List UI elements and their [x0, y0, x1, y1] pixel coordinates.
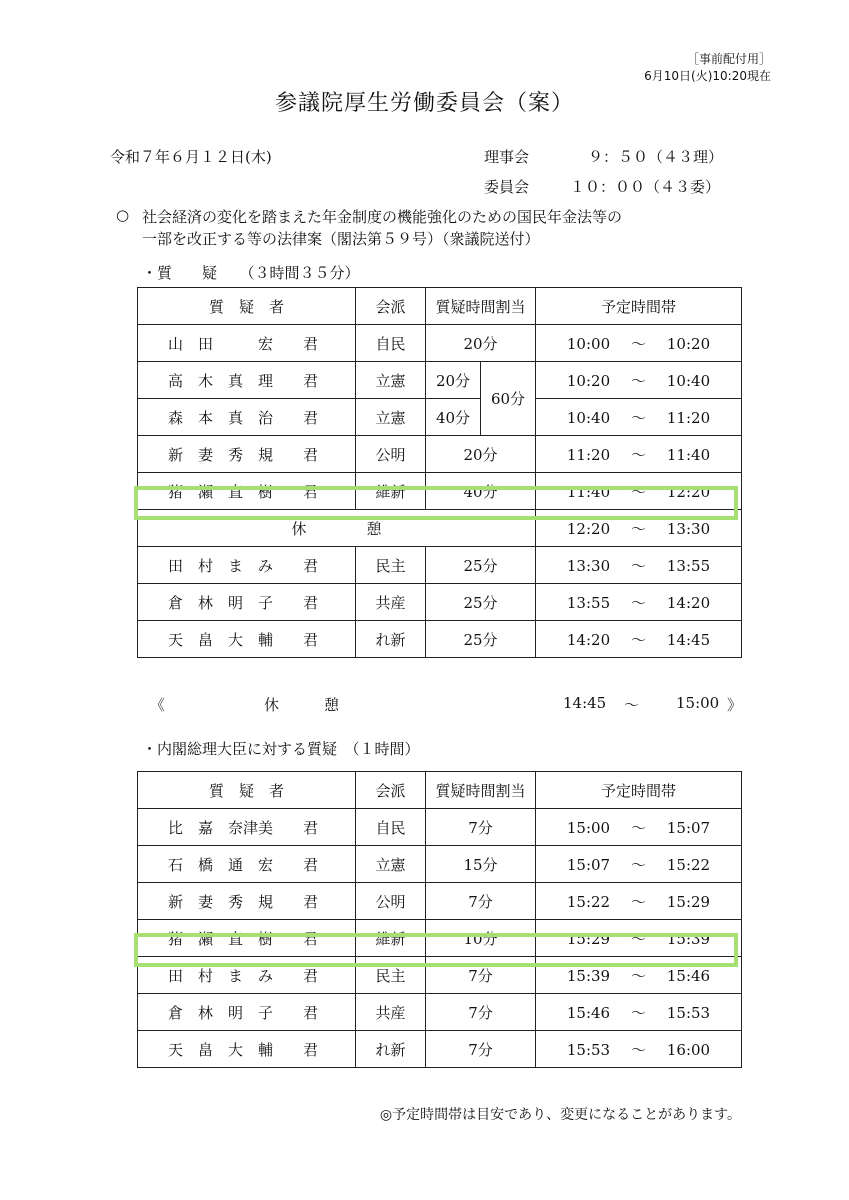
table-row — [138, 621, 742, 658]
range-separator: ～ — [630, 818, 646, 837]
questioning-schedule-table — [137, 287, 742, 658]
start-time: 15:46 — [566, 1003, 611, 1022]
allocation-cell: 20分 — [426, 362, 481, 399]
questioner-name: 田 村 ま み 君 — [138, 957, 356, 994]
table-row — [138, 1031, 742, 1068]
allocation-cell: 40分 — [426, 473, 536, 510]
committee-meeting-time: １０：００（４３委） — [570, 178, 721, 196]
table-row — [138, 957, 742, 994]
party-cell: れ新 — [356, 621, 426, 658]
end-time: 15:39 — [666, 929, 711, 948]
allocation-cell: 15分 — [426, 846, 536, 883]
column-header-time-slot: 予定時間帯 — [536, 288, 742, 325]
party-cell: 自民 — [356, 809, 426, 846]
time-slot-cell — [536, 362, 742, 399]
start-time: 15:29 — [566, 929, 611, 948]
column-header-questioner: 質 疑 者 — [138, 288, 356, 325]
column-header-allocation: 質疑時間割当 — [426, 772, 536, 809]
recess-open-bracket: 《 — [150, 696, 166, 714]
start-time: 13:55 — [566, 593, 611, 612]
time-slot-cell — [536, 436, 742, 473]
table-row — [138, 994, 742, 1031]
questioner-name: 天 畠 大 輔 君 — [138, 1031, 356, 1068]
range-separator: ～ — [630, 1003, 646, 1022]
start-time: 10:20 — [566, 371, 611, 390]
party-cell: 共産 — [356, 584, 426, 621]
end-time: 15:53 — [666, 1003, 711, 1022]
pm-questioning-heading: ・内閣総理大臣に対する質疑 （１時間） — [142, 740, 420, 758]
questioner-name: 天 畠 大 輔 君 — [138, 621, 356, 658]
questioner-name: 猪 瀬 直 樹 君 — [138, 920, 356, 957]
start-time: 12:20 — [566, 519, 611, 538]
range-separator: ～ — [631, 371, 647, 390]
party-cell: 自民 — [356, 325, 426, 362]
table-row — [138, 362, 742, 399]
end-time: 14:45 — [666, 630, 711, 649]
questioner-name: 山 田 宏 君 — [138, 325, 356, 362]
questioner-name: 高 木 真 理 君 — [138, 362, 356, 399]
questioner-name: 倉 林 明 子 君 — [138, 584, 356, 621]
end-time: 15:29 — [666, 892, 711, 911]
committee-meeting-label: 委員会 — [484, 178, 530, 196]
range-separator: ～ — [631, 519, 647, 538]
questioner-name: 新 妻 秀 規 君 — [138, 436, 356, 473]
end-time: 10:20 — [666, 334, 711, 353]
party-cell: 立憲 — [356, 846, 426, 883]
time-slot-cell — [536, 1031, 742, 1068]
start-time: 15:53 — [566, 1040, 611, 1059]
range-separator: ～ — [631, 630, 647, 649]
time-slot-cell — [536, 473, 742, 510]
combined-allocation-cell: 60分 — [481, 362, 536, 436]
end-time: 15:07 — [666, 818, 711, 837]
allocation-cell: 7分 — [426, 994, 536, 1031]
table-row — [138, 325, 742, 362]
end-time: 13:30 — [666, 519, 711, 538]
allocation-cell: 20分 — [426, 436, 536, 473]
table-row — [138, 846, 742, 883]
recess-start-time: 14:45 — [563, 694, 607, 712]
range-separator: ～ — [630, 1040, 646, 1059]
range-separator: ～ — [631, 408, 647, 427]
time-slot-cell — [536, 584, 742, 621]
end-time: 12:20 — [666, 482, 711, 501]
party-cell: 維新 — [356, 473, 426, 510]
table-header-row — [138, 288, 742, 325]
range-separator: ～ — [631, 556, 647, 575]
table-row-highlighted — [138, 473, 742, 510]
allocation-cell: 25分 — [426, 547, 536, 584]
end-time: 16:00 — [666, 1040, 711, 1059]
end-time: 10:40 — [666, 371, 711, 390]
recess-close-bracket: 》 — [727, 696, 743, 714]
table-row — [138, 547, 742, 584]
as-of-timestamp: 6月10日(火)10:20現在 — [644, 69, 771, 83]
party-cell: 民主 — [356, 547, 426, 584]
bill-title-line1: 社会経済の変化を踏まえた年金制度の機能強化のための国民年金法等の — [142, 208, 623, 226]
board-meeting-time: ９：５０（４３理） — [588, 148, 724, 166]
start-time: 15:22 — [566, 892, 611, 911]
end-time: 13:55 — [666, 556, 711, 575]
start-time: 13:30 — [566, 556, 611, 575]
range-separator: ～ — [630, 966, 646, 985]
distribution-tag: ［事前配付用］ — [686, 52, 771, 66]
table-row — [138, 883, 742, 920]
range-separator: ～ — [631, 593, 647, 612]
column-header-allocation: 質疑時間割当 — [426, 288, 536, 325]
time-slot-cell — [536, 809, 742, 846]
start-time: 10:00 — [566, 334, 611, 353]
allocation-cell: 10分 — [426, 920, 536, 957]
party-cell: 共産 — [356, 994, 426, 1031]
end-time: 15:46 — [666, 966, 711, 985]
party-cell: 立憲 — [356, 362, 426, 399]
party-cell: 公明 — [356, 883, 426, 920]
party-cell: 維新 — [356, 920, 426, 957]
time-slot-cell — [536, 994, 742, 1031]
recess-end-time: 15:00 — [676, 694, 720, 712]
board-meeting-label: 理事会 — [484, 148, 530, 166]
time-slot-cell — [536, 957, 742, 994]
end-time: 14:20 — [666, 593, 711, 612]
range-separator: ～ — [630, 929, 646, 948]
questioner-name: 比 嘉 奈津美 君 — [138, 809, 356, 846]
start-time: 10:40 — [566, 408, 611, 427]
questioner-name: 猪 瀬 直 樹 君 — [138, 473, 356, 510]
time-slot-cell — [536, 883, 742, 920]
allocation-cell: 40分 — [426, 399, 481, 436]
table-row — [138, 584, 742, 621]
start-time: 15:07 — [566, 855, 611, 874]
questioner-name: 石 橋 通 宏 君 — [138, 846, 356, 883]
allocation-cell: 20分 — [426, 325, 536, 362]
bill-bullet: ○ — [116, 206, 130, 224]
break-label: 休 憩 — [138, 510, 536, 547]
meeting-date: 令和７年６月１２日(木) — [110, 148, 272, 166]
time-slot-cell — [536, 510, 742, 547]
allocation-cell: 25分 — [426, 621, 536, 658]
allocation-cell: 7分 — [426, 1031, 536, 1068]
table-header-row — [138, 772, 742, 809]
page-title: 参議院厚生労働委員会（案） — [274, 91, 574, 116]
time-slot-cell — [536, 621, 742, 658]
column-header-time-slot: 予定時間帯 — [536, 772, 742, 809]
questioner-name: 森 本 真 治 君 — [138, 399, 356, 436]
table-row — [138, 436, 742, 473]
party-cell: 民主 — [356, 957, 426, 994]
allocation-cell: 7分 — [426, 957, 536, 994]
start-time: 15:00 — [566, 818, 611, 837]
range-separator: ～ — [631, 482, 647, 501]
time-slot-cell — [536, 547, 742, 584]
party-cell: 公明 — [356, 436, 426, 473]
recess-separator: ～ — [624, 696, 640, 714]
end-time: 15:22 — [666, 855, 711, 874]
bill-title-line2: 一部を改正する等の法律案（閣法第５９号）（衆議院送付） — [142, 230, 540, 248]
party-cell: 立憲 — [356, 399, 426, 436]
range-separator: ～ — [630, 892, 646, 911]
questioning-heading: ・質 疑 （３時間３５分） — [142, 264, 360, 282]
time-slot-cell — [536, 846, 742, 883]
column-header-party: 会派 — [356, 772, 426, 809]
break-row — [138, 510, 742, 547]
end-time: 11:40 — [666, 445, 711, 464]
column-header-party: 会派 — [356, 288, 426, 325]
allocation-cell: 25分 — [426, 584, 536, 621]
questioner-name: 倉 林 明 子 君 — [138, 994, 356, 1031]
questioner-name: 新 妻 秀 規 君 — [138, 883, 356, 920]
start-time: 11:20 — [566, 445, 611, 464]
pm-questioning-schedule-table — [137, 771, 742, 1068]
recess-label: 休 憩 — [264, 696, 340, 714]
range-separator: ～ — [631, 445, 647, 464]
start-time: 14:20 — [566, 630, 611, 649]
time-slot-cell — [536, 399, 742, 436]
start-time: 15:39 — [566, 966, 611, 985]
column-header-questioner: 質 疑 者 — [138, 772, 356, 809]
end-time: 11:20 — [666, 408, 711, 427]
table-row-highlighted — [138, 920, 742, 957]
questioner-name: 田 村 ま み 君 — [138, 547, 356, 584]
start-time: 11:40 — [566, 482, 611, 501]
table-row — [138, 399, 742, 436]
allocation-cell: 7分 — [426, 809, 536, 846]
range-separator: ～ — [630, 855, 646, 874]
table-row — [138, 809, 742, 846]
footnote: ◎予定時間帯は目安であり、変更になることがあります。 — [379, 1107, 741, 1123]
time-slot-cell — [536, 920, 742, 957]
allocation-cell: 7分 — [426, 883, 536, 920]
time-slot-cell — [536, 325, 742, 362]
party-cell: れ新 — [356, 1031, 426, 1068]
range-separator: ～ — [631, 334, 647, 353]
